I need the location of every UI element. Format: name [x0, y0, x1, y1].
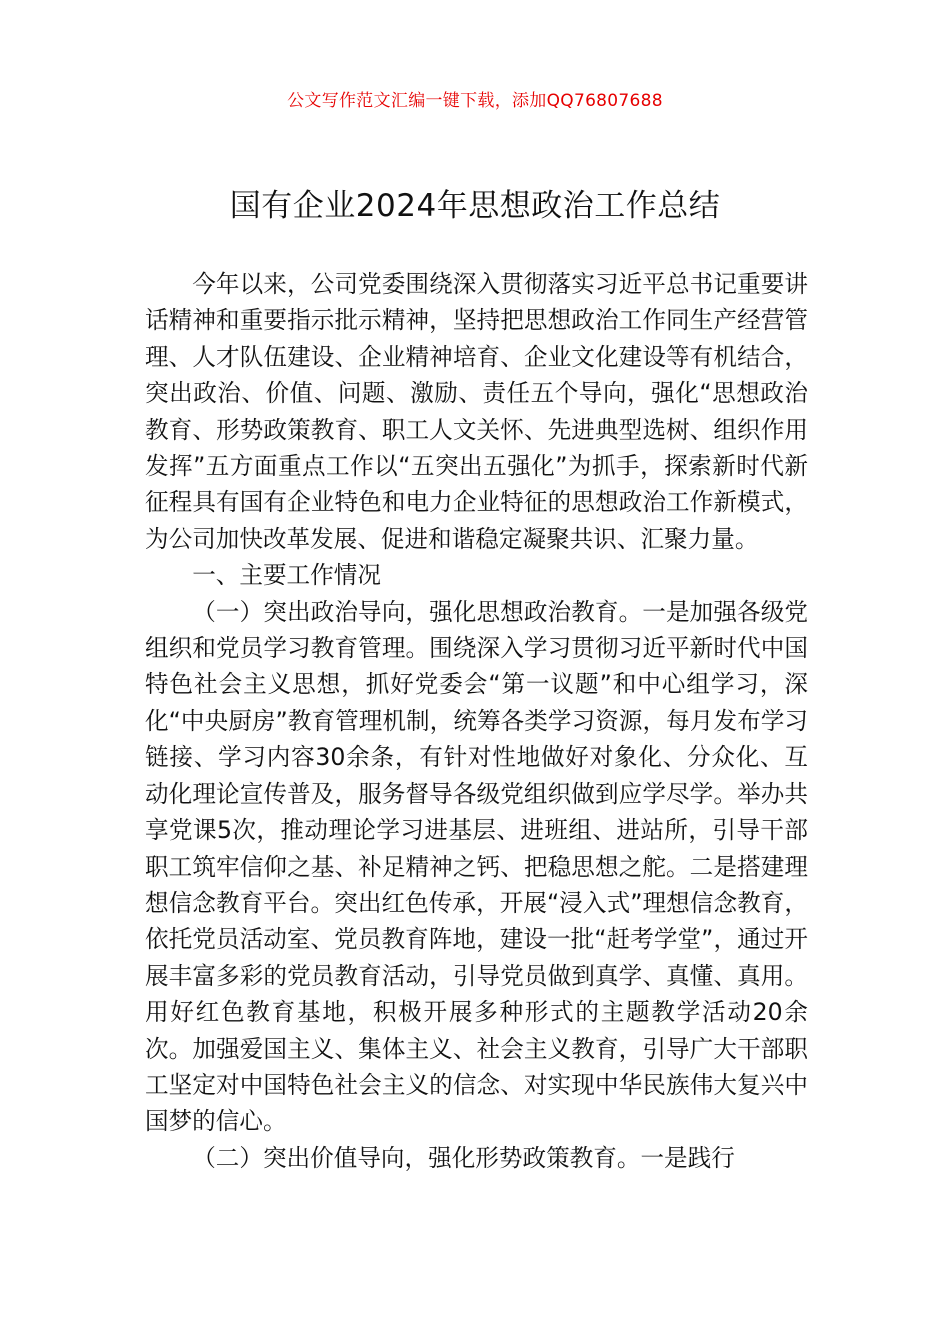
intro-paragraph: 今年以来，公司党委围绕深入贯彻落实习近平总书记重要讲话精神和重要指示批示精神，坚持把思想政治工作同生产经营管理、人才队伍建设、企业精神培育、企业文化建设等有机结合，突出政治、价值、问题、激励、责任五个导向，强化“思想政治教育、形势政策教育、职工人文关怀、先进典型选树、组织作用发挥”五方面重点工作以“五突出五强化”为抓手，探索新时代新征程具有国有企业特色和电力企业特征的思想政治工作新模式，为公司加快改革发展、促进和谐稳定凝聚共识、汇聚力量。 — [145, 270, 808, 553]
document-body — [145, 266, 808, 1176]
body-paragraph: （一）突出政治导向，强化思想政治教育。一是加强各级党组织和党员学习教育管理。围绕深入学习贯彻习近平新时代中国特色社会主义思想，抓好党委会“第一议题”和中心组学习，深化“中央厨房”教育管理机制，统筹各类学习资源，每月发布学习链接、学习内容30余条，有针对性地做好对象化、分众化、互动化理论宣传普及，服务督导各级党组织做到应学尽学。举办共享党课5次，推动理论学习进基层、进班组、进站所，引导干部职工筑牢信仰之基、补足精神之钙、把稳思想之舵。二是搭建理想信念教育平台。突出红色传承，开展“浸入式”理想信念教育，依托党员活动室、党员教育阵地，建设一批“赶考学堂”，通过开展丰富多彩的党员教育活动，引导党员做到真学、真懂、真用。用好红色教育基地，积极开展多种形式的主题教学活动20余次。加强爱国主义、集体主义、社会主义教育，引导广大干部职工坚定对中国特色社会主义的信念、对实现中华民族伟大复兴中国梦的信心。 — [145, 597, 808, 1136]
promo-banner: 公文写作范文汇编一键下载，添加QQ76807688 — [287, 91, 663, 111]
section-heading: 一、主要工作情况 — [192, 561, 381, 590]
body-paragraph: （二）突出价值导向，强化形势政策教育。一是践行 — [192, 1143, 735, 1172]
page-title: 国有企业2024年思想政治工作总结 — [229, 188, 721, 224]
